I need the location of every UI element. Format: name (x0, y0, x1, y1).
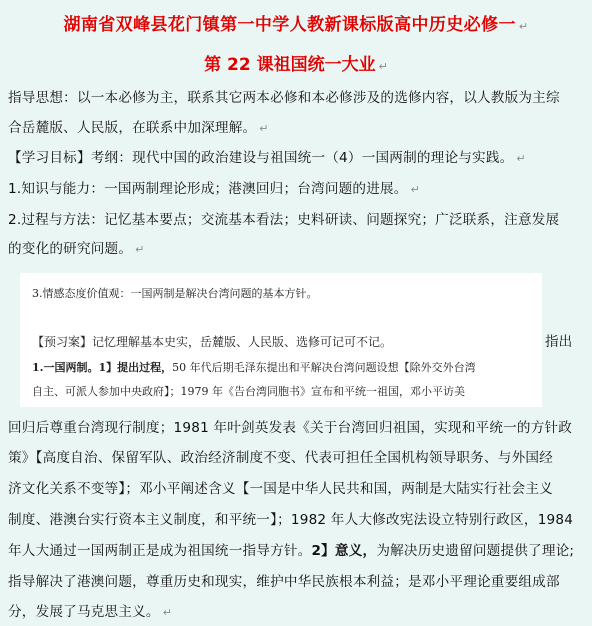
paragraph-mark-icon: ↵ (378, 60, 388, 73)
guide-line-2: 合岳麓版、人民版，在联系中加深理解。 ↵ (8, 120, 269, 136)
scan-line-4: 自主、可派人参加中央政府】；1979 年《告台湾同胞书》宣布和平统一祖国，邓小平访美 (32, 385, 465, 398)
title-line-2: 第 22 课祖国统一大业 (204, 55, 376, 75)
paragraph-mark-icon: ↵ (259, 122, 269, 135)
objectives-line-4: 的变化的研究问题。 ↵ (8, 241, 145, 257)
scan-line-2: 【预习案】记忆理解基本史实，岳麓版、人民版、选修可记可不记。 (32, 335, 393, 349)
guide-line-1: 指导思想：以一本必修为主，联系其它两本必修和本必修涉及的选修内容，以人教版为主综 (8, 90, 560, 106)
scan-line-3: 1.一国两制。1】提出过程，50 年代后期毛泽东提出和平解决台湾问题设想【除外交外台湾 (32, 361, 476, 374)
paragraph-mark-icon: ↵ (516, 152, 526, 165)
objectives-line-1: 【学习目标】考纲：现代中国的政治建设与祖国统一（4）一国两制的理论与实践。 ↵ (8, 150, 526, 166)
objectives-line-3: 2.过程与方法：记忆基本要点；交流基本看法；史料研读、问题探究；广泛联系，注意发展 (8, 212, 560, 228)
paragraph-mark-icon: ↵ (518, 20, 529, 33)
body-line-3: 济文化关系不变等】；邓小平阐述含义【一国是中华人民共和国，两制是大陆实行社会主义 (8, 481, 553, 497)
paragraph-mark-icon: ↵ (410, 183, 421, 196)
scan-line-1: 3.情感态度价值观：一国两制是解决台湾问题的基本方针。 (32, 287, 318, 300)
paragraph-mark-icon: ↵ (162, 606, 173, 619)
title-line-1: 湖南省双峰县花门镇第一中学人教新课标版高中历史必修一 (63, 15, 516, 35)
objectives-line-2: 1.知识与能力：一国两制理论形成；港澳回归；台湾问题的进展。 ↵ (8, 181, 421, 197)
lesson-title (0, 50, 592, 75)
body-line-2: 策》【高度自治、保留军队、政治经济制度不变、代表可担任全国机构领导职务、与外国经 (8, 450, 553, 466)
body-line-1: 回归后尊重台湾现行制度；1981 年叶剑英发表《关于台湾回归祖国，实现和平统一的方针政 (8, 420, 573, 436)
body-line-5: 年人大通过一国两制正是成为祖国统一指导方针。2】意义，为解决历史遗留问题提供了理论; (8, 543, 575, 559)
document-title (0, 10, 592, 35)
body-line-6: 指导解决了港澳问题，尊重历史和现实，维护中华民族根本利益；是邓小平理论重要组成部 (8, 574, 560, 590)
paragraph-mark-icon: ↵ (135, 243, 145, 256)
side-text: 指出 (545, 334, 573, 350)
scanned-text-image (20, 273, 542, 407)
body-line-7: 分，发展了马克思主义。 ↵ (8, 604, 173, 620)
body-line-4: 制度、港澳台实行资本主义制度，和平统一】；1982 年人大修改宪法设立特别行政区，1984 (8, 512, 574, 528)
